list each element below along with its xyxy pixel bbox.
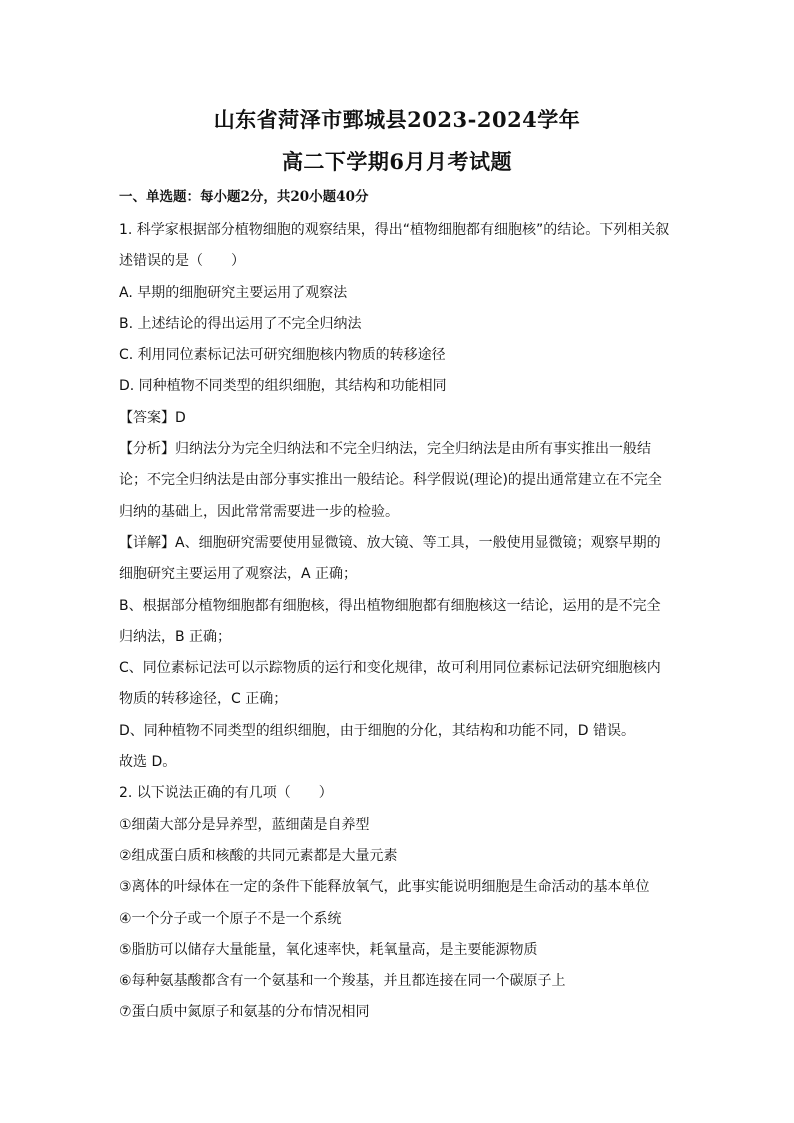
- analysis-text-1: 归纳法分为完全归纳法和不完全归纳法，完全归纳法是由所有事实推出一般结: [175, 441, 651, 458]
- question-1-detail-line-4: 归纳法，B 正确；: [119, 628, 232, 645]
- question-1-option-d: D. 同种植物不同类型的组织细胞，其结构和功能相同: [119, 378, 447, 395]
- detail-label: 【详解】: [119, 534, 175, 551]
- question-1-detail-line-2: 细胞研究主要运用了观察法，A 正确；: [119, 566, 358, 583]
- question-2-item-1: ①细菌大部分是异养型，蓝细菌是自养型: [119, 816, 370, 833]
- question-1-analysis-line-1: [119, 434, 679, 465]
- question-1-analysis-line-3: 归纳的基础上，因此常常需要进一步的检验。: [119, 503, 399, 520]
- question-1-answer: [119, 403, 679, 434]
- question-1-option-a: A. 早期的细胞研究主要运用了观察法: [119, 284, 348, 301]
- question-2-stem: 2. 以下说法正确的有几项（ ）: [119, 785, 333, 802]
- section-heading: 一、单选题：每小题2分，共20小题40分: [119, 189, 369, 205]
- question-1-stem-line-1: 1. 科学家根据部分植物细胞的观察结果，得出“植物细胞都有细胞核”的结论。下列相关叙: [119, 222, 670, 238]
- question-1-option-b: B. 上述结论的得出运用了不完全归纳法: [119, 315, 362, 332]
- question-1-detail-line-1: [119, 528, 679, 559]
- question-1-stem-line-2: 述错误的是（ ）: [119, 253, 245, 270]
- document-body: [119, 215, 679, 1029]
- question-1-detail-line-7: D、同种植物不同类型的组织细胞，由于细胞的分化，其结构和功能不同，D 错误。: [119, 722, 636, 739]
- question-1-analysis-line-2: 论；不完全归纳法是由部分事实推出一般结论。科学假说(理论)的提出通常建立在不完全: [119, 472, 662, 489]
- question-2-item-5: ⑤脂肪可以储存大量能量，氧化速率快，耗氧量高，是主要能源物质: [119, 941, 538, 958]
- question-2-item-7: ⑦蛋白质中氮原子和氨基的分布情况相同: [119, 1004, 370, 1021]
- question-1-option-c: C. 利用同位素标记法可研究细胞核内物质的转移途径: [119, 347, 446, 364]
- document-title-line-2: 高二下学期6月月考试题: [281, 149, 513, 174]
- question-2-item-3: ③离体的叶绿体在一定的条件下能释放氧气，此事实能说明细胞是生命活动的基本单位: [119, 879, 650, 896]
- answer-value: D: [175, 409, 186, 426]
- question-1-detail-line-6: 物质的转移途径，C 正确；: [119, 691, 288, 708]
- analysis-label: 【分析】: [119, 441, 175, 458]
- question-2-item-4: ④一个分子或一个原子不是一个系统: [119, 910, 342, 927]
- answer-label: 【答案】: [119, 409, 175, 426]
- detail-text-1: A、细胞研究需要使用显微镜、放大镜、等工具，一般使用显微镜；观察早期的: [175, 534, 661, 551]
- document-title-line-1: 山东省菏泽市鄄城县2023-2024学年: [213, 107, 581, 132]
- question-2-item-6: ⑥每种氨基酸都含有一个氨基和一个羧基，并且都连接在同一个碳原子上: [119, 973, 566, 990]
- question-1-conclusion: 故选 D。: [119, 754, 177, 771]
- question-1-detail-line-3: B、根据部分植物细胞都有细胞核，得出植物细胞都有细胞核这一结论，运用的是不完全: [119, 597, 661, 614]
- question-2-item-2: ②组成蛋白质和核酸的共同元素都是大量元素: [119, 847, 398, 864]
- question-1-detail-line-5: C、同位素标记法可以示踪物质的运行和变化规律，故可利用同位素标记法研究细胞核内: [119, 660, 661, 677]
